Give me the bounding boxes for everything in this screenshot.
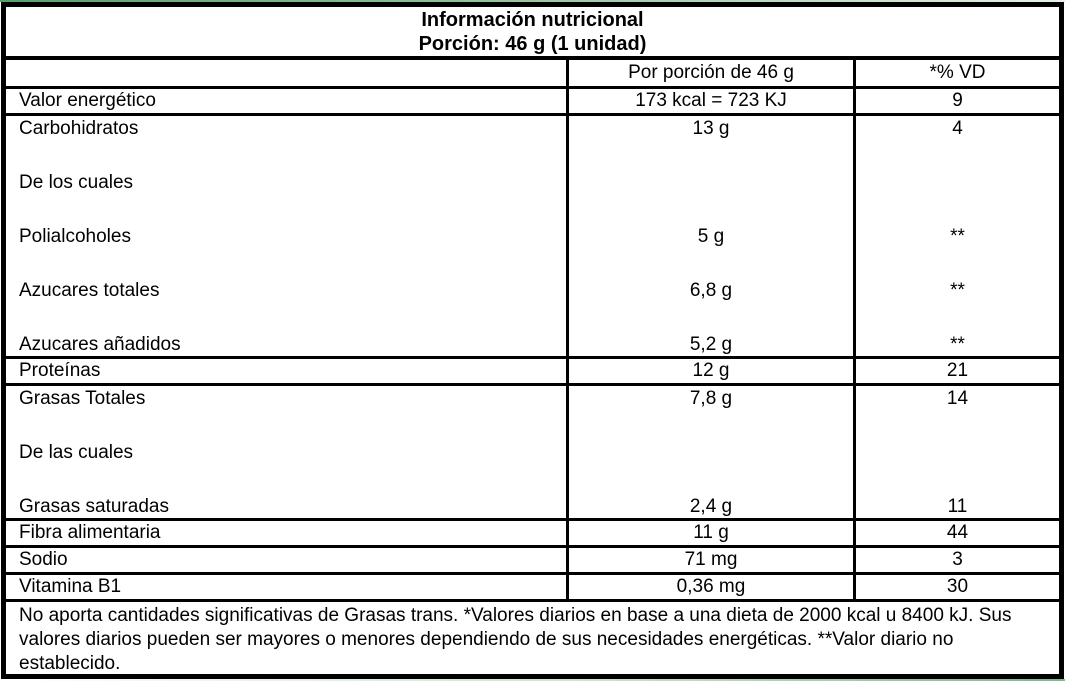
column-header-daily-value: *% VD xyxy=(853,60,1059,86)
row-value: 13 g xyxy=(692,118,730,139)
table-header xyxy=(6,7,1059,60)
row-label: Polialcoholes xyxy=(19,226,131,247)
group-daily-values xyxy=(853,116,1059,356)
top-edge-tint xyxy=(0,0,1065,2)
row-value xyxy=(569,170,853,224)
row-label: Azucares totales xyxy=(19,280,160,301)
row-label: Grasas saturadas xyxy=(19,496,169,517)
nutrition-facts-table xyxy=(1,2,1064,679)
row-daily-value xyxy=(856,170,1059,224)
table-title: Información nutricional xyxy=(421,9,644,31)
row-daily-value: 44 xyxy=(853,521,1059,545)
table-row-protein xyxy=(6,356,1059,383)
group-daily-values xyxy=(853,386,1059,518)
group-labels xyxy=(6,386,566,518)
row-label: Valor energético xyxy=(19,90,156,111)
row-label: Proteínas xyxy=(19,360,101,381)
table-row-fats-group xyxy=(6,383,1059,518)
table-row-sodium xyxy=(6,545,1059,572)
row-daily-value: 11 xyxy=(947,496,968,517)
row-value: 11 g xyxy=(566,521,853,545)
row-daily-value: ** xyxy=(950,334,965,355)
table-row-carbohydrates-group xyxy=(6,113,1059,356)
row-daily-value: 3 xyxy=(853,548,1059,572)
row-value: 0,36 mg xyxy=(566,575,853,599)
row-value: 12 g xyxy=(566,359,853,383)
row-label: De los cuales xyxy=(19,172,134,193)
row-value: 71 mg xyxy=(566,548,853,572)
row-label: Fibra alimentaria xyxy=(19,522,161,543)
group-labels xyxy=(6,116,566,356)
row-label: Grasas Totales xyxy=(19,388,146,409)
row-daily-value xyxy=(856,440,1059,494)
row-label: De las cuales xyxy=(19,442,134,463)
row-label: Azucares añadidos xyxy=(19,334,181,355)
row-value: 7,8 g xyxy=(689,388,733,409)
group-values xyxy=(566,116,853,356)
row-label: Vitamina B1 xyxy=(19,576,122,597)
row-daily-value: ** xyxy=(950,226,965,247)
row-value xyxy=(569,440,853,494)
row-value: 173 kcal = 723 KJ xyxy=(566,89,853,113)
row-label: Carbohidratos xyxy=(19,118,139,139)
column-header-nutrient xyxy=(6,60,566,86)
row-value: 5 g xyxy=(697,226,725,247)
table-row-fiber xyxy=(6,518,1059,545)
group-values xyxy=(566,386,853,518)
footnote: No aporta cantidades significativas de Grasas trans. *Valores diarios en base a una dieta de 2000 kcal u 8400 kJ. Sus valores diarios pueden ser mayores o menores dependiendo de sus necesidades energéticas. **Valor diario no establecido. xyxy=(6,599,1059,676)
portion-subtitle: Porción: 46 g (1 unidad) xyxy=(418,33,647,55)
row-value: 2,4 g xyxy=(689,496,733,517)
table-row-vitamin-b1 xyxy=(6,572,1059,599)
row-daily-value: 9 xyxy=(853,89,1059,113)
table-row-energy xyxy=(6,86,1059,113)
row-label: Sodio xyxy=(19,549,68,570)
row-daily-value: ** xyxy=(950,280,965,301)
row-daily-value: 4 xyxy=(952,118,963,139)
column-header-row xyxy=(6,60,1059,86)
row-daily-value: 14 xyxy=(946,388,969,409)
row-value: 6,8 g xyxy=(689,280,733,301)
row-value: 5,2 g xyxy=(689,334,733,355)
row-daily-value: 30 xyxy=(853,575,1059,599)
column-header-per-portion: Por porción de 46 g xyxy=(566,60,853,86)
row-daily-value: 21 xyxy=(853,359,1059,383)
